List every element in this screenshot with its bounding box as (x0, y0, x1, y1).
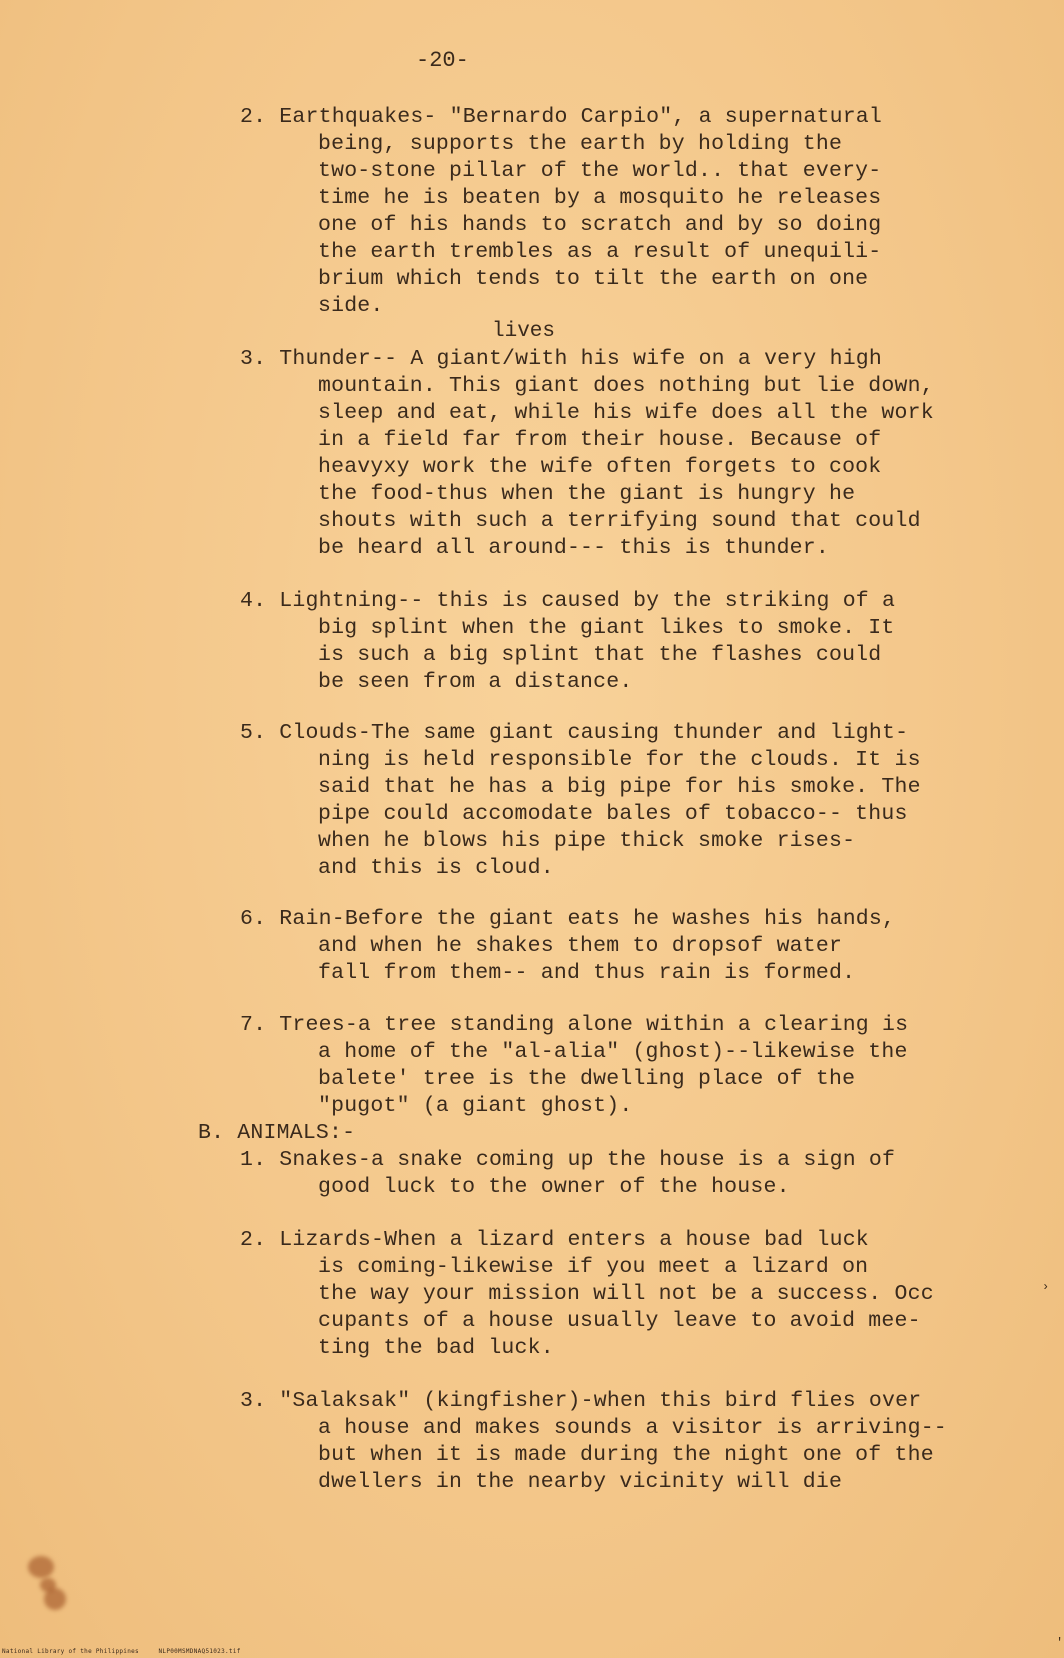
stain-mark (28, 1556, 54, 1578)
text-line: two-stone pillar of the world.. that every- (318, 159, 882, 183)
text-line: big splint when the giant likes to smoke. It (318, 616, 895, 640)
text-line: 5. Clouds-The same giant causing thunder and light- (240, 721, 909, 745)
text-line: ning is held responsible for the clouds. It is (318, 748, 921, 772)
text-line: brium which tends to tilt the earth on one (318, 267, 869, 291)
text-line: dwellers in the nearby vicinity will die (318, 1470, 843, 1494)
text-line: heavyxy work the wife often forgets to cook (318, 455, 882, 479)
text-line: mountain. This giant does nothing but lie down, (318, 374, 934, 398)
text-line: and when he shakes them to dropsof water (318, 934, 843, 958)
text-line: but when it is made during the night one of the (318, 1443, 934, 1467)
text-line: is such a big splint that the flashes could (318, 643, 882, 667)
text-line: sleep and eat, while his wife does all the work (318, 401, 934, 425)
text-line: good luck to the owner of the house. (318, 1175, 790, 1199)
text-line: and this is cloud. (318, 856, 554, 880)
stain-mark (44, 1588, 66, 1610)
text-line: 2. Lizards-When a lizard enters a house bad luck (240, 1228, 869, 1252)
scan-footer: National Library of the Philippines NLP00MSMDNAQ51023.tif (2, 1648, 241, 1655)
text-line: the way your mission will not be a success. Occ (318, 1282, 934, 1306)
text-line: the earth trembles as a result of unequili- (318, 240, 882, 264)
text-line: cupants of a house usually leave to avoid mee- (318, 1309, 921, 1333)
text-line: pipe could accomodate bales of tobacco-- thus (318, 802, 908, 826)
text-line: be seen from a distance. (318, 670, 633, 694)
text-line: when he blows his pipe thick smoke rises- (318, 829, 856, 853)
text-line: time he is beaten by a mosquito he releases (318, 186, 882, 210)
margin-mark: › (1042, 1280, 1050, 1294)
text-line: "pugot" (a giant ghost). (318, 1094, 633, 1118)
text-line: said that he has a big pipe for his smoke. The (318, 775, 921, 799)
text-line: balete' tree is the dwelling place of the (318, 1067, 856, 1091)
text-line: a house and makes sounds a visitor is arriving-- (318, 1416, 947, 1440)
text-line: shouts with such a terrifying sound that could (318, 509, 921, 533)
text-line: be heard all around--- this is thunder. (318, 536, 829, 560)
text-line: in a field far from their house. Because of (318, 428, 882, 452)
text-line: 1. Snakes-a snake coming up the house is a sign of (240, 1148, 896, 1172)
text-line: one of his hands to scratch and by so doing (318, 213, 882, 237)
text-line: ting the bad luck. (318, 1336, 554, 1360)
text-line: 6. Rain-Before the giant eats he washes his hands, (240, 907, 896, 931)
text-line: 3. Thunder-- A giant/with his wife on a very high (240, 347, 883, 371)
page-number: -20- (416, 48, 469, 73)
text-line: side. (318, 294, 384, 318)
margin-mark: ' (1056, 1636, 1064, 1650)
text-line: a home of the "al-alia" (ghost)--likewise the (318, 1040, 908, 1064)
text-line: 3. "Salaksak" (kingfisher)-when this bird flies over (240, 1389, 922, 1413)
handwritten-insert: lives (492, 320, 556, 343)
text-line: 4. Lightning-- this is caused by the striking of a (240, 589, 896, 613)
text-line: 2. Earthquakes- "Bernardo Carpio", a supernatural (240, 105, 883, 129)
text-line: the food-thus when the giant is hungry he (318, 482, 856, 506)
text-line: 7. Trees-a tree standing alone within a clearing is (240, 1013, 909, 1037)
text-line: being, supports the earth by holding the (318, 132, 843, 156)
text-line: is coming-likewise if you meet a lizard on (318, 1255, 869, 1279)
text-line: fall from them-- and thus rain is formed. (318, 961, 856, 985)
section-heading: B. ANIMALS:- (198, 1121, 356, 1145)
